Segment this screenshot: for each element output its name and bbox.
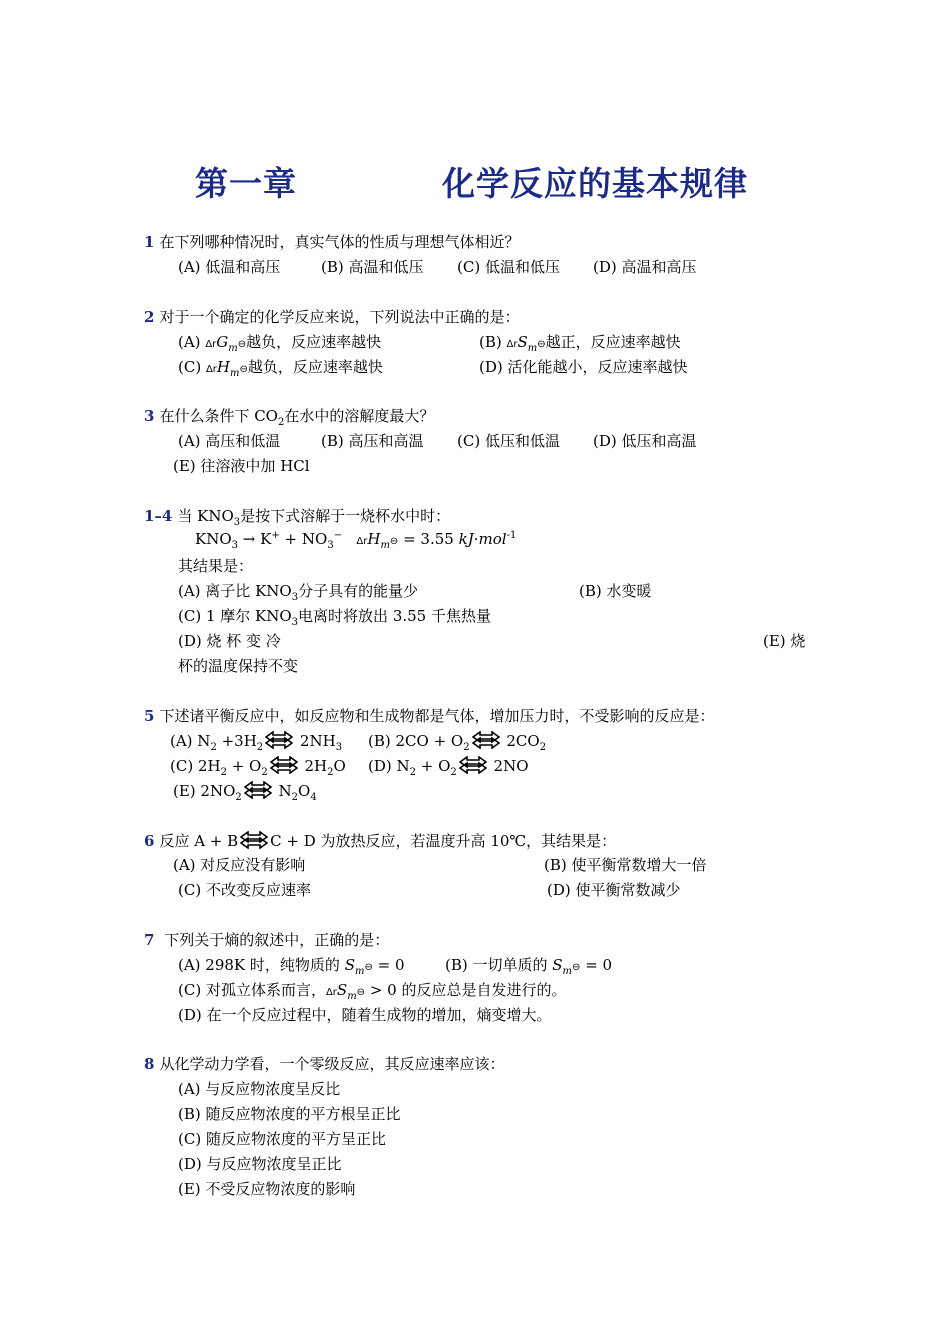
question-number: 2	[144, 308, 155, 326]
option: (C) ΔrH$_m$⊖越负，反应速率越快	[178, 358, 383, 379]
question-number: 7	[144, 931, 155, 949]
question-7: 7 下列关于熵的叙述中，正确的是：	[144, 931, 390, 949]
chapter-title: 化学反应的基本规律	[442, 164, 748, 203]
equilibrium-arrow-icon	[472, 731, 500, 749]
equilibrium-arrow-icon	[265, 731, 293, 749]
option: (B) $2CO + O_2$ $2CO_2$	[368, 732, 547, 753]
question-number: 3	[144, 407, 155, 425]
option: (A) 高压和低温	[178, 432, 281, 450]
option: (E) 烧	[763, 632, 806, 650]
option: (C) 低温和低压	[457, 258, 560, 276]
option: (A) 低温和高压	[178, 258, 281, 276]
option: (A) 298K 时，纯物质的 $S_m⊖ = 0$	[178, 956, 405, 977]
option: (C) 随反应物浓度的平方呈正比	[178, 1130, 386, 1148]
option: (D) 在一个反应过程中，随着生成物的增加，熵变增大。	[178, 1006, 552, 1024]
option: (D) 活化能越小，反应速率越快	[479, 358, 688, 376]
question-text: 在下列哪种情况时，真实气体的性质与理想气体相近？	[159, 233, 520, 251]
option: (C) $2H_2 + O_2$ $2H_2O$	[170, 757, 346, 778]
option: (D) 烧 杯 变 冷	[178, 632, 281, 650]
equilibrium-arrow-icon	[240, 831, 268, 849]
option: (C) 不改变反应速率	[178, 881, 311, 899]
question-5: 5 下述诸平衡反应中，如反应物和生成物都是气体，增加压力时，不受影响的反应是：	[144, 707, 715, 725]
question-3: 3 在什么条件下 $CO_2$在水中的溶解度最大？	[144, 407, 435, 428]
question-4: 1–4 当 $KNO_3$是按下式溶解于一烧杯水中时：	[144, 507, 451, 528]
option: (B) 高温和低压	[321, 258, 424, 276]
option: (A) $N_2 +3H_2$ $2NH_3$	[170, 732, 343, 753]
option: (E) $2NO_2$ $N_2O_4$	[173, 782, 317, 803]
question-8: 8 从化学动力学看，一个零级反应，其反应速率应该：	[144, 1055, 505, 1073]
option: (E) 不受反应物浓度的影响	[178, 1180, 356, 1198]
option: (D) 高温和高压	[593, 258, 697, 276]
equilibrium-arrow-icon	[244, 781, 272, 799]
option: (B) 一切单质的 $S_m⊖ = 0$	[445, 956, 613, 977]
reaction-equation: $KNO_3 \to K^+ + NO_3^-$ ΔrH$_m$⊖ = 3.55 kJ·mol$^{-1}$	[195, 530, 517, 551]
option: (C) 1 摩尔 $KNO_3$电离时将放出 3.55 千焦热量	[178, 607, 491, 628]
option: (A) 离子比 $KNO_3$分子具有的能量少	[178, 582, 419, 603]
chapter-label: 第一章	[195, 164, 297, 203]
option: (B) ΔrS$_m$⊖越正，反应速率越快	[479, 333, 681, 354]
question-number: 8	[144, 1055, 155, 1073]
option: (E) 往溶液中加 HCl	[173, 457, 310, 475]
question-text: 对于一个确定的化学反应来说，下列说法中正确的是：	[159, 308, 520, 326]
option: (B) 水变暖	[579, 582, 652, 600]
question-number: 1–4	[144, 507, 173, 525]
option: (B) 随反应物浓度的平方根呈正比	[178, 1105, 401, 1123]
equilibrium-arrow-icon	[270, 756, 298, 774]
option: (A) 对反应没有影响	[173, 856, 306, 874]
option: (D) 使平衡常数减少	[547, 881, 681, 899]
question-1	[144, 231, 519, 252]
option: (C) 对孤立体系而言，ΔrS$_m$⊖ > 0 的反应总是自发进行的。	[178, 981, 567, 1002]
question-6: 6 反应 A + B C + D 为放热反应，若温度升高 10℃，其结果是：	[144, 832, 617, 850]
option: (D) $N_2 + O_2$ 2NO	[368, 757, 529, 778]
question-number: 1	[144, 233, 155, 251]
question-2	[144, 306, 519, 327]
option: (A) 与反应物浓度呈反比	[178, 1080, 341, 1098]
question-number: 5	[144, 707, 155, 725]
equilibrium-arrow-icon	[459, 756, 487, 774]
option: (A) ΔrG$_m$⊖越负，反应速率越快	[178, 333, 382, 354]
result-label: 其结果是：	[178, 557, 254, 575]
option: (D) 与反应物浓度呈正比	[178, 1155, 342, 1173]
option-continued: 杯的温度保持不变	[178, 657, 299, 675]
option: (B) 使平衡常数增大一倍	[544, 856, 707, 874]
option: (B) 高压和高温	[321, 432, 424, 450]
option: (D) 低压和高温	[593, 432, 697, 450]
question-number: 6	[144, 832, 155, 850]
option: (C) 低压和低温	[457, 432, 560, 450]
